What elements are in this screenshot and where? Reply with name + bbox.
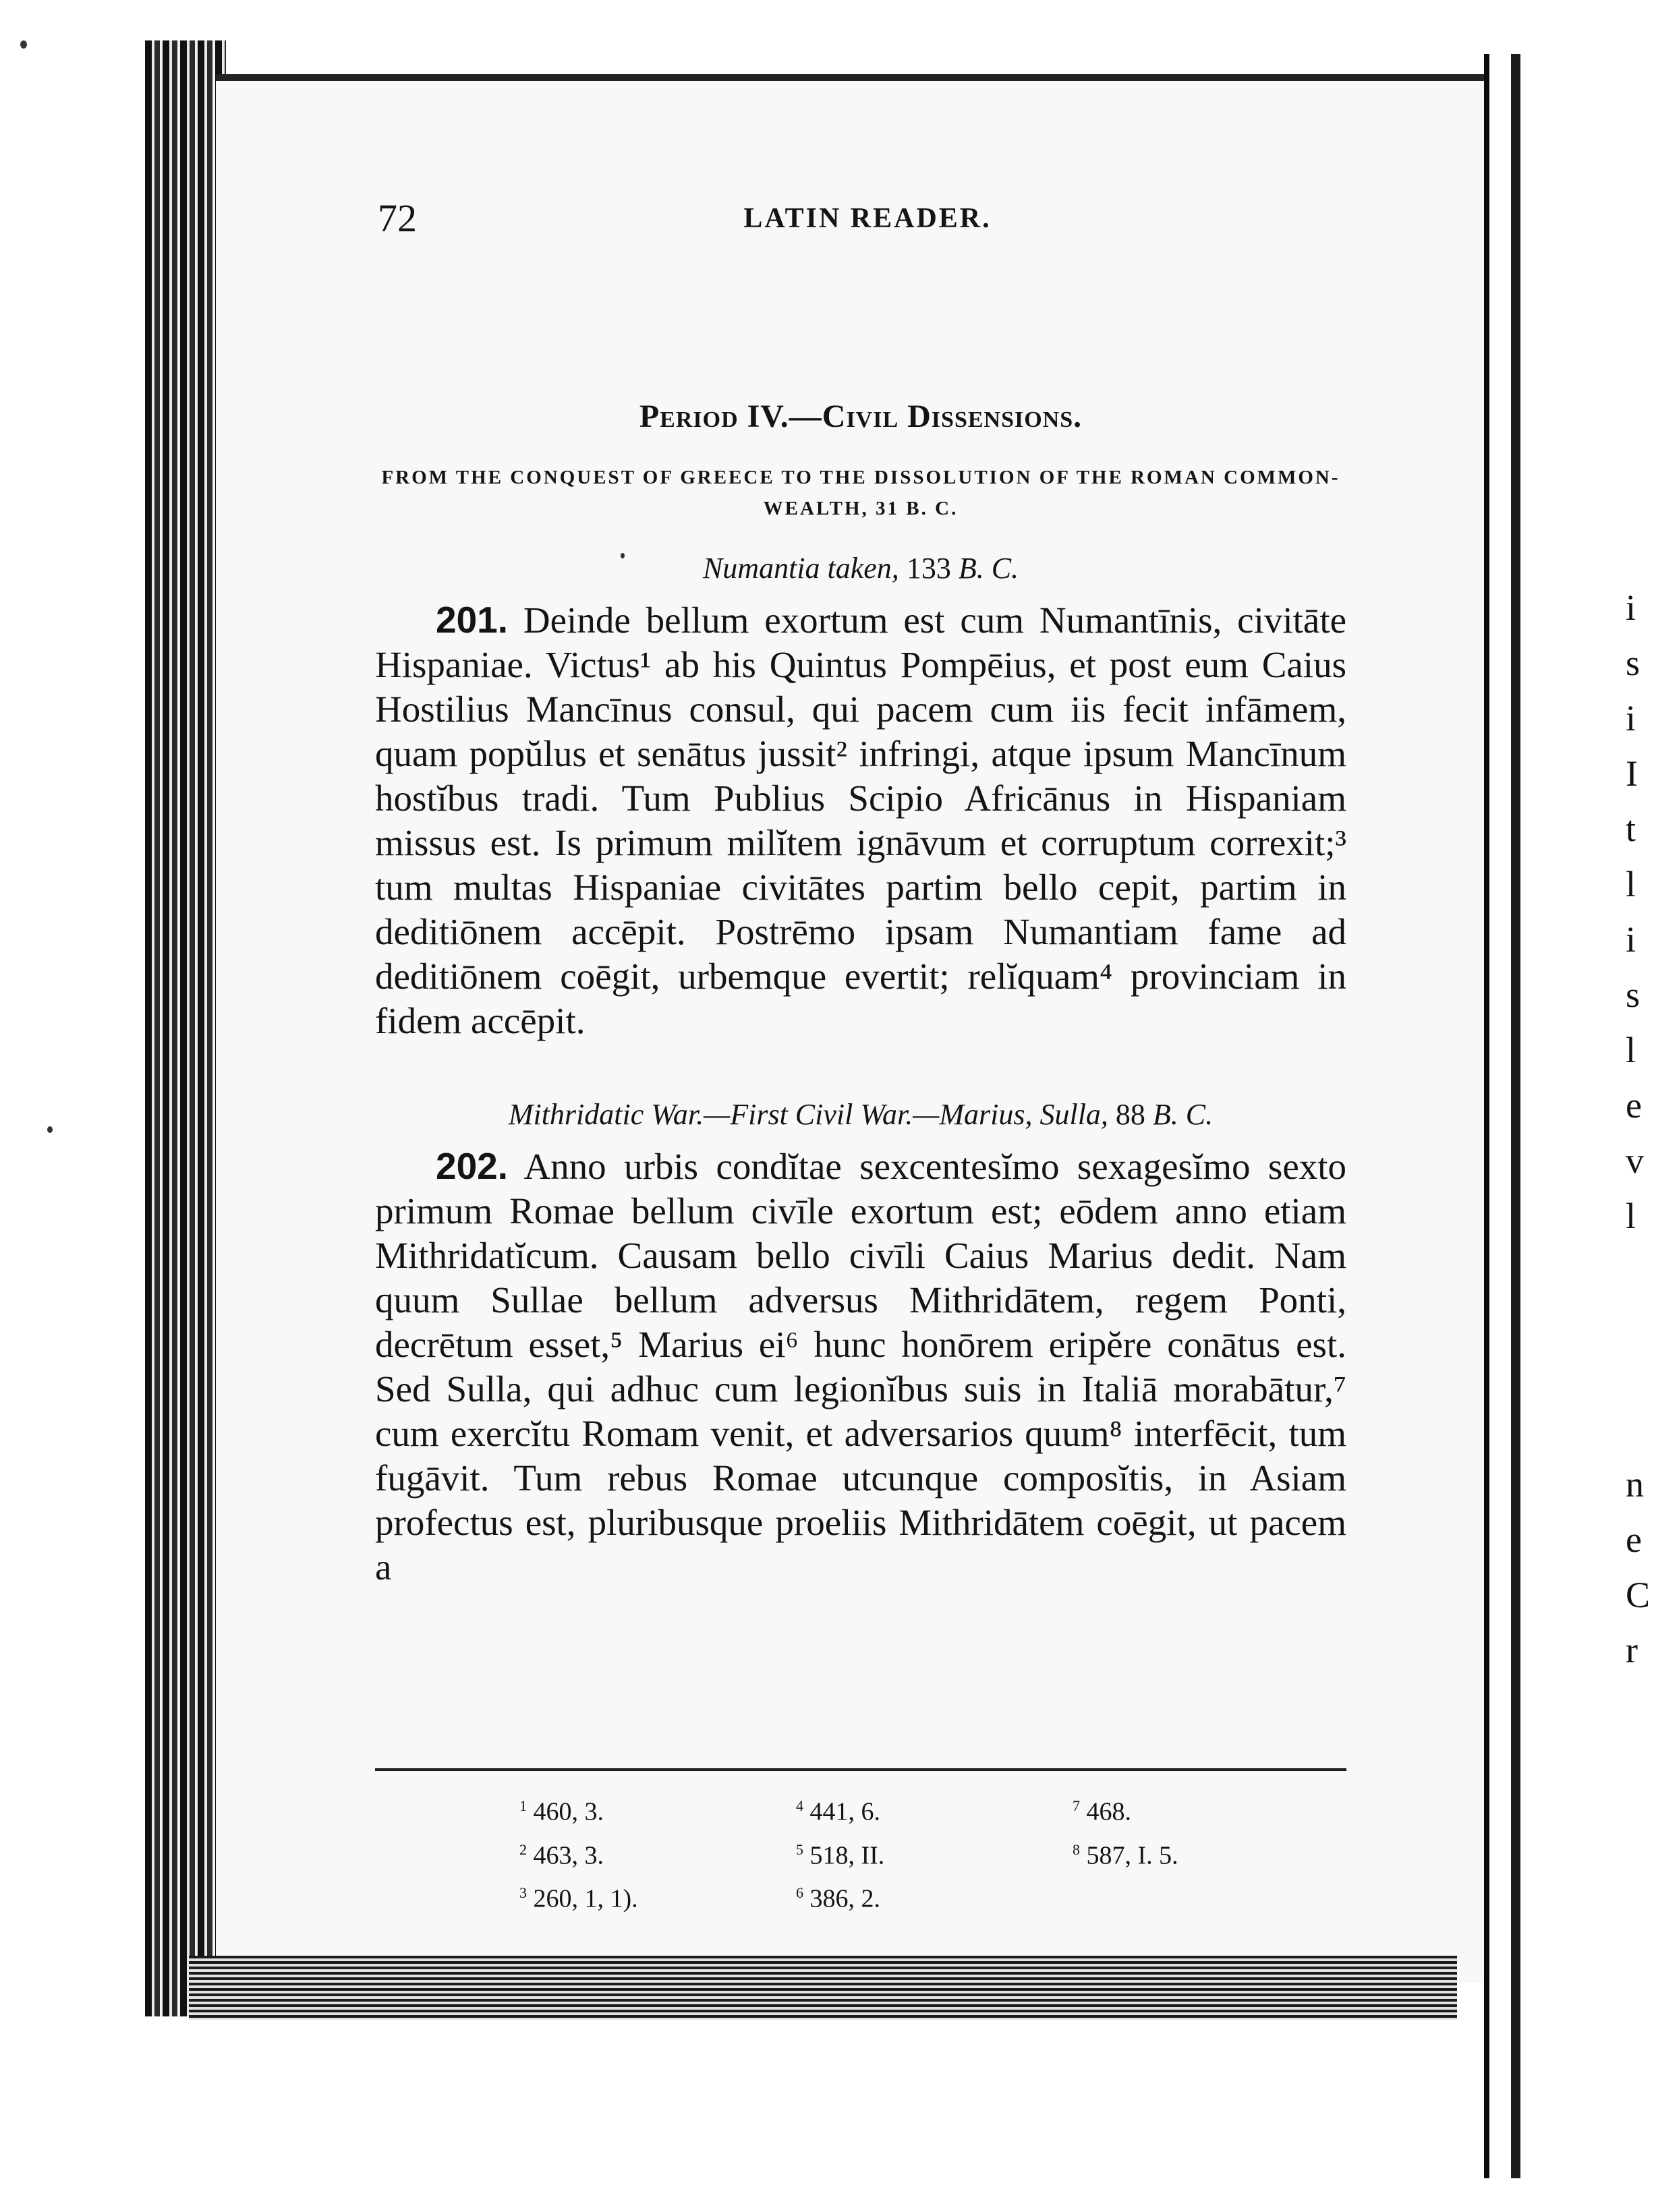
facing-page-fragment-lower: n e C r (1626, 1464, 1651, 1670)
page-number: 72 (378, 196, 417, 240)
facing-page-fragment: i s i I t l i s l e v l (1626, 587, 1644, 1236)
footnotes (519, 1787, 1329, 1918)
section-title: Period IV.—Civil Dissensions. (639, 399, 1083, 434)
caption-year: 133 (906, 552, 951, 585)
footnote-ref: 441, 6. (809, 1797, 880, 1826)
footnote-ref: 260, 1, 1). (533, 1884, 638, 1913)
paragraph-number: 202. (436, 1145, 509, 1187)
footnote-mark: 6 (796, 1884, 803, 1902)
gutter-shadow (1484, 54, 1524, 2178)
footnote-mark: 1 (519, 1797, 527, 1814)
scan-speck (20, 40, 27, 49)
footnote (519, 1874, 796, 1918)
caption-era: B. C. (958, 552, 1019, 585)
caption-era: B. C. (1152, 1098, 1214, 1131)
caption-year: 88 (1115, 1098, 1145, 1131)
footnote-rule (375, 1768, 1346, 1771)
footnote (796, 1874, 1073, 1918)
footnote-mark: 7 (1073, 1797, 1080, 1814)
paragraph-caption (375, 1097, 1346, 1132)
footnote (796, 1787, 1073, 1831)
footnote-mark: 5 (796, 1840, 803, 1858)
caption-text: Numantia taken, (702, 552, 899, 585)
paragraph-202 (375, 1144, 1346, 1590)
section-subtitle: FROM THE CONQUEST OF GREECE TO THE DISSOLUTION OF THE ROMAN COMMON-WEALTH, 31 B. C. (381, 467, 1340, 519)
footnote-mark: 2 (519, 1840, 527, 1858)
paragraph-caption (375, 551, 1346, 585)
footnote-ref: 468. (1086, 1797, 1131, 1826)
footnote-ref: 518, II. (809, 1841, 885, 1870)
footnote-ref: 460, 3. (533, 1797, 604, 1826)
book-binding (145, 40, 226, 2016)
paragraph-number: 201. (436, 599, 509, 641)
footnote-mark: 4 (796, 1797, 803, 1814)
footnote (1073, 1831, 1329, 1875)
paragraph-text: Anno urbis condĭtae sexcentesĭmo sexagesĭmo sexto primum Romae bellum civīle exortum est; eōdem anno etiam Mithridatĭcum. Causam bello civīli Caius Marius dedit. Nam quum Sullae bellum adversus Mithridātem, regem Ponti, decrētum esset,⁵ Marius ei⁶ hunc honōrem eripĕre conātus est. Sed Sulla, qui adhuc cum legionĭbus suis in Italiā morabātur,⁷ cum exercĭtu Romam venit, et adversarios quum⁸ interfēcit, tum fugāvit. Tum rebus Romae utcunque composĭtis, in Asiam profectus est, pluribusque proeliis Mithridātem coēgit, ut pacem a (375, 1146, 1347, 1588)
page-content (375, 398, 1346, 1590)
footnote (796, 1831, 1073, 1875)
footnote-ref: 463, 3. (533, 1841, 604, 1870)
caption-text: Mithridatic War.—First Civil War.—Marius, Sulla, (508, 1098, 1108, 1131)
footnote-ref: 587, I. 5. (1086, 1841, 1178, 1870)
paragraph-201 (375, 598, 1346, 1043)
footnote (519, 1787, 796, 1831)
footnote-ref: 386, 2. (809, 1884, 880, 1913)
footnote-mark: 3 (519, 1884, 527, 1902)
paragraph-text: Deinde bellum exortum est cum Numantīnis, civitāte Hispaniae. Victus¹ ab his Quintus Pompēius, et post eum Caius Hostilius Mancīnus consul, qui pacem cum iis fecit infāmem, quam popŭlus et senātus jussit² infringi, atque ipsum Mancīnum hostĭbus tradi. Tum Publius Scipio Africānus in Hispaniam missus est. Is primum milĭtem ignāvum et corruptum correxit;³ tum multas Hispaniae civitātes partim bello cepit, partim in deditiōnem accēpit. Postrēmo ipsam Numantiam fame ad deditiōnem coēgit, urbemque evertit; relĭquam⁴ provinciam in fidem accēpit. (375, 600, 1347, 1041)
running-head: LATIN READER. (743, 203, 992, 234)
page-edges (189, 1956, 1457, 2020)
footnote (519, 1831, 796, 1875)
scan-speck (47, 1126, 53, 1133)
footnote (1073, 1787, 1329, 1831)
footnote-mark: 8 (1073, 1840, 1080, 1858)
